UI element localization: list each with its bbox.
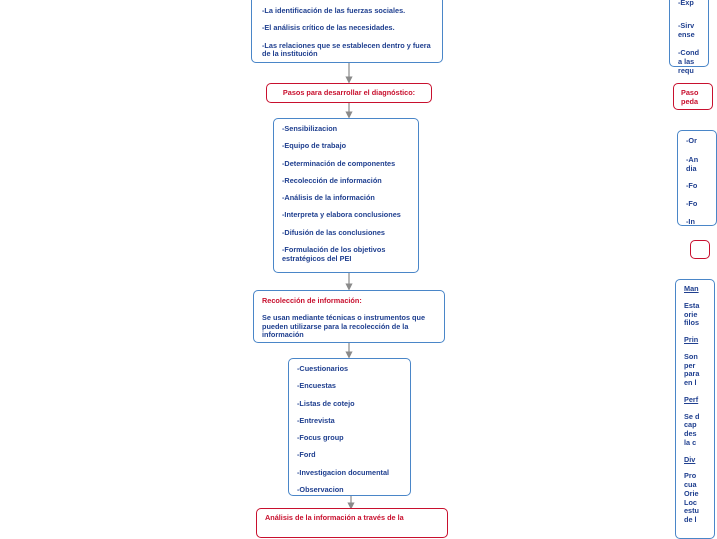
- fragment-text: -In: [686, 216, 695, 226]
- list-item: -Interpreta y elabora conclusiones: [282, 210, 401, 220]
- list-item: -Recolección de información: [282, 175, 382, 185]
- fragment-text: la c: [684, 437, 697, 447]
- fragment-text: para: [684, 369, 700, 379]
- analysis-box: [256, 508, 448, 538]
- right-top-box: [669, 0, 709, 75]
- list-item: -Difusión de las conclusiones: [282, 227, 385, 237]
- social-forces-box: [251, 0, 443, 63]
- list-item: -Observacion: [297, 484, 344, 494]
- instruments-list-box: [288, 358, 411, 496]
- list-item: -Investigacion documental: [297, 467, 390, 477]
- fragment-text: -Fo: [686, 199, 698, 208]
- fragment-text: -Fo: [686, 181, 698, 191]
- fragment-text: des: [684, 429, 697, 438]
- fragment-text: Orie: [684, 488, 699, 498]
- list-item: -Formulación de los objetivos estratégicos del PEI: [282, 244, 386, 263]
- fragment-text: Pro: [684, 471, 697, 481]
- fragment-text: cua: [684, 480, 697, 489]
- list-item: -Análisis de la información: [282, 193, 375, 202]
- list-item: -Encuestas: [297, 381, 336, 391]
- fragment-text: estu: [684, 506, 700, 516]
- fragment-text: requ: [678, 65, 694, 75]
- list-item: -Las relaciones que se establecen dentro y fuera de la institución: [262, 40, 431, 59]
- collection-title: Recolección de información:: [262, 296, 362, 305]
- fragment-heading: Div: [684, 454, 696, 464]
- fragment-text: dia: [686, 163, 697, 173]
- fragment-text: Paso: [681, 88, 699, 97]
- list-item: -Listas de cotejo: [297, 398, 355, 408]
- fragment-heading: Prin: [684, 335, 699, 344]
- fragment-text: a las: [678, 57, 695, 66]
- list-item: -Ford: [297, 450, 316, 460]
- steps-list-box: [273, 118, 419, 273]
- list-item: -Sensibilizacion: [282, 124, 338, 133]
- collection-text: Se usan mediante técnicas o instrumentos que pueden utilizarse para la recolección de la información: [262, 312, 426, 340]
- list-item: -Determinación de componentes: [282, 158, 396, 168]
- fragment-text: Esta: [684, 300, 700, 310]
- fragment-text: -An: [686, 154, 699, 164]
- fragment-text: en l: [684, 378, 697, 387]
- list-item: -Equipo de trabajo: [282, 141, 347, 151]
- fragment-text: -Sirv: [678, 20, 695, 30]
- fragment-text: peda: [681, 96, 699, 106]
- fragment-text: orie: [684, 309, 698, 319]
- fragment-text: Son: [684, 351, 698, 361]
- fragment-text: Loc: [684, 497, 697, 507]
- fragment-text: de l: [684, 515, 697, 524]
- fragment-text: filos: [684, 318, 699, 328]
- fragment-text: Se d: [684, 411, 700, 421]
- list-item: -El análisis crítico de las necesidades.: [262, 23, 395, 33]
- fragment-text: -Cond: [678, 48, 700, 58]
- list-item: -Focus group: [297, 433, 344, 442]
- list-item: -Cuestionarios: [297, 364, 349, 373]
- fragment-text: cap: [684, 420, 697, 430]
- list-item: -La identificación de las fuerzas sociales.: [262, 6, 406, 15]
- list-item: -Entrevista: [297, 415, 335, 425]
- analysis-title: Análisis de la información a través de la: [265, 513, 404, 522]
- collection-box: [253, 290, 445, 343]
- right-middle-box: [677, 130, 717, 226]
- fragment-heading: Perf: [684, 394, 699, 404]
- right-pedagogical-title: [673, 83, 713, 110]
- fragment-text: -Exp: [678, 0, 694, 7]
- steps-title-box: [266, 83, 432, 103]
- right-bottom-box: [675, 279, 715, 539]
- fragment-text: per: [684, 360, 696, 370]
- steps-title: Pasos para desarrollar el diagnóstico:: [282, 88, 416, 97]
- right-small-box: [690, 240, 710, 259]
- fragment-heading: Man: [684, 284, 699, 293]
- fragment-text: -Or: [686, 136, 697, 145]
- fragment-text: ense: [678, 29, 695, 39]
